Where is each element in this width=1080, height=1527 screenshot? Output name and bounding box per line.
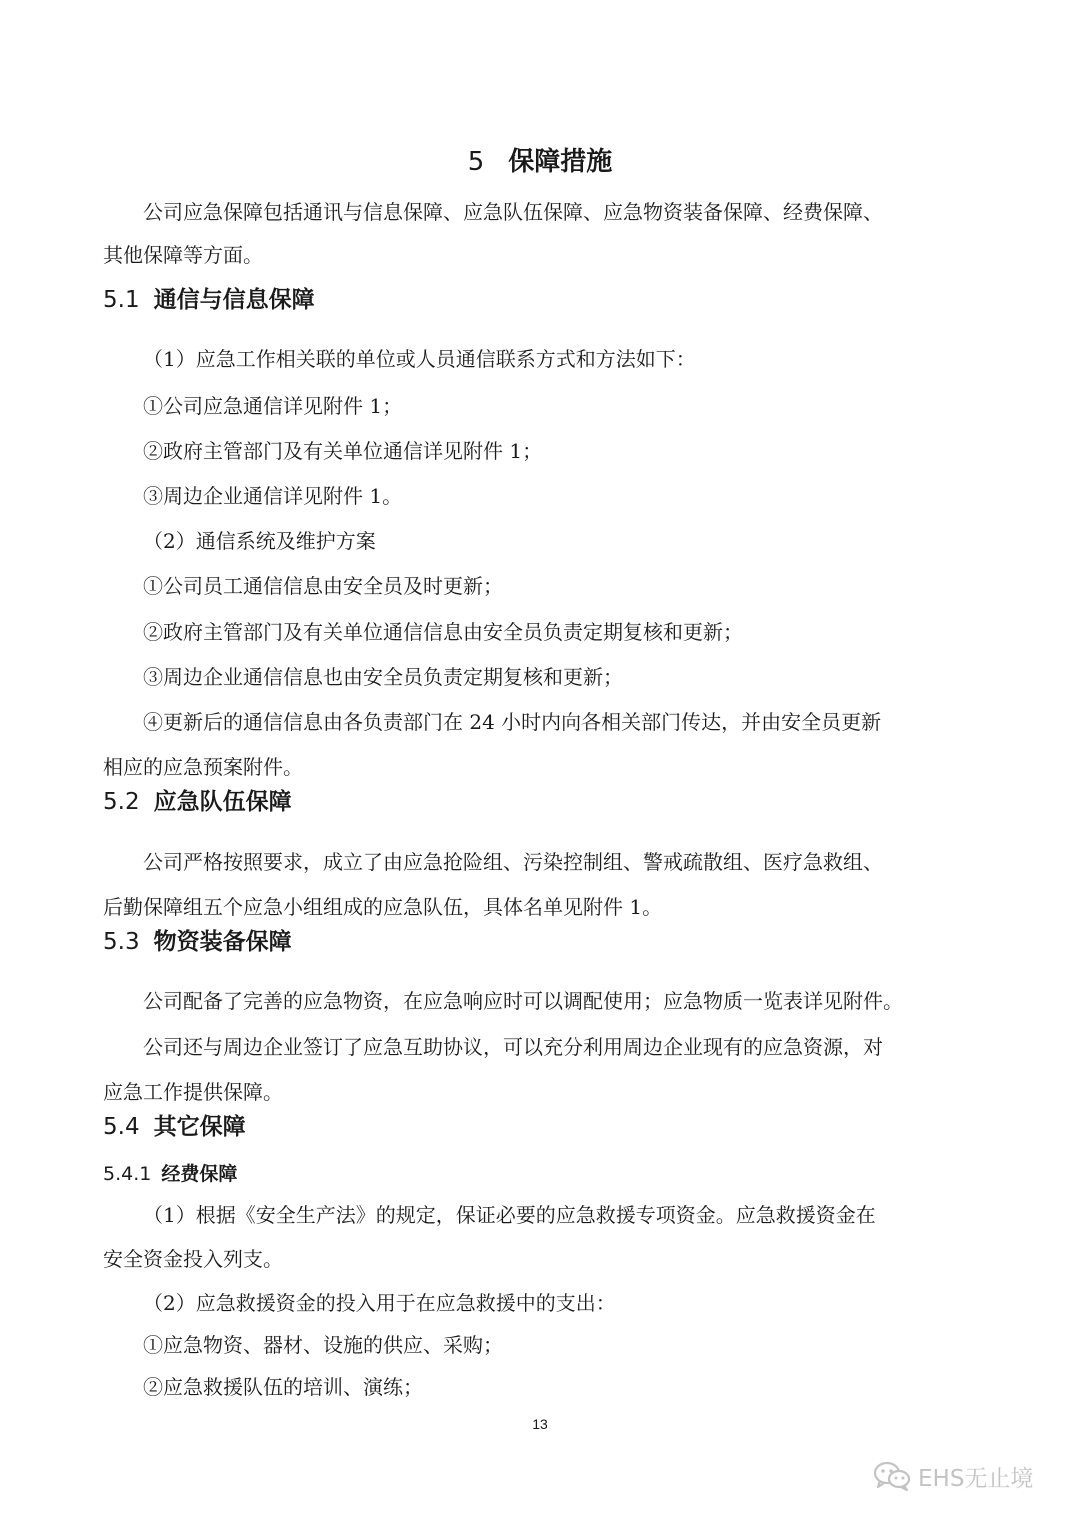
- paragraph-line: （1）应急工作相关联的单位或人员通信联系方式和方法如下：: [143, 347, 696, 371]
- heading-number: 5.4: [103, 1114, 140, 1140]
- paragraph-line: 安全资金投入列支。: [103, 1247, 283, 1271]
- paragraph-line: 公司应急保障包括通讯与信息保障、应急队伍保障、应急物资装备保障、经费保障、: [143, 200, 883, 224]
- section-title-text: 保障措施: [508, 147, 613, 177]
- paragraph-line: 后勤保障组五个应急小组组成的应急队伍，具体名单见附件 1。: [103, 895, 663, 919]
- heading-number: 5.2: [103, 789, 140, 815]
- wechat-icon: [872, 1460, 912, 1492]
- paragraph-line: 公司还与周边企业签订了应急互助协议，可以充分利用周边企业现有的应急资源，对: [143, 1035, 883, 1059]
- watermark-text: EHS无止境: [918, 1465, 1034, 1492]
- heading-text: 通信与信息保障: [153, 287, 315, 313]
- paragraph-line: （1）根据《安全生产法》的规定，保证必要的应急救援专项资金。应急救援资金在: [143, 1203, 876, 1227]
- list-item: ③周边企业通信详见附件 1。: [143, 484, 403, 508]
- paragraph-line: 其他保障等方面。: [103, 243, 263, 267]
- list-item: ②应急救援队伍的培训、演练；: [143, 1375, 423, 1399]
- section-number: 5: [467, 147, 485, 177]
- heading-5-4-1: [103, 1161, 237, 1187]
- heading-number: 5.4.1: [103, 1163, 152, 1185]
- heading-5-3: [103, 926, 292, 958]
- heading-5-1: [103, 284, 315, 316]
- paragraph-line: （2）应急救援资金的投入用于在应急救援中的支出：: [143, 1291, 616, 1315]
- heading-number: 5.1: [103, 287, 140, 313]
- list-item: ②政府主管部门及有关单位通信详见附件 1；: [143, 439, 543, 463]
- list-item: ④更新后的通信信息由各负责部门在 24 小时内向各相关部门传达，并由安全员更新: [143, 710, 882, 734]
- list-item: ①应急物资、器材、设施的供应、采购；: [143, 1333, 503, 1357]
- heading-5-4: [103, 1111, 246, 1143]
- section-title: [0, 144, 1080, 180]
- paragraph-line: 公司配备了完善的应急物资，在应急响应时可以调配使用；应急物质一览表详见附件。: [143, 989, 903, 1013]
- heading-text: 其它保障: [153, 1114, 246, 1140]
- heading-number: 5.3: [103, 929, 140, 955]
- paragraph-line: （2）通信系统及维护方案: [143, 529, 376, 553]
- heading-text: 物资装备保障: [153, 929, 292, 955]
- heading-text: 应急队伍保障: [153, 789, 292, 815]
- page-number: 13: [532, 1416, 548, 1432]
- list-item: ③周边企业通信信息也由安全员负责定期复核和更新；: [143, 665, 623, 689]
- paragraph-line: 应急工作提供保障。: [103, 1080, 283, 1104]
- heading-text: 经费保障: [161, 1163, 238, 1185]
- paragraph-line: 公司严格按照要求，成立了由应急抢险组、污染控制组、警戒疏散组、医疗急救组、: [143, 850, 883, 874]
- watermark: [872, 1458, 1033, 1494]
- list-item: ②政府主管部门及有关单位通信信息由安全员负责定期复核和更新；: [143, 620, 743, 644]
- heading-5-2: [103, 786, 292, 818]
- paragraph-line: 相应的应急预案附件。: [103, 755, 303, 779]
- list-item: ①公司应急通信详见附件 1；: [143, 394, 403, 418]
- list-item: ①公司员工通信信息由安全员及时更新；: [143, 574, 503, 598]
